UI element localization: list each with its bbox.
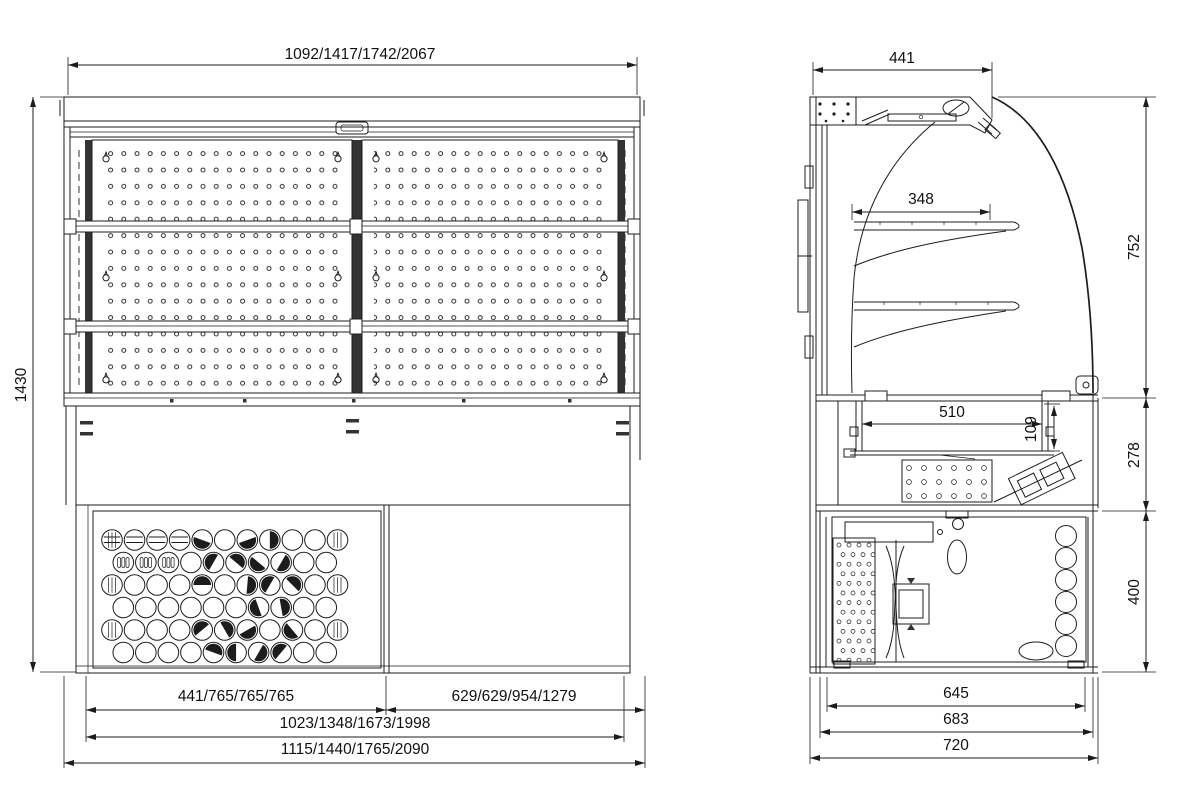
evaporator-plate-holes [907, 466, 987, 499]
ventilation-grille-holes [102, 530, 348, 665]
electrical-box [845, 522, 933, 542]
condenser-coil [833, 538, 875, 664]
dim-front-bottom-overall: 1115/1440/1765/2090 [280, 741, 430, 758]
condenser-fins [837, 543, 875, 662]
dim-side-bottom-overall: 720 [943, 737, 969, 754]
end-panel-profile [851, 122, 935, 393]
cable-hole [953, 519, 964, 530]
side-shelf-upper [854, 222, 1019, 266]
counter-fixing-marks [80, 419, 629, 436]
glass-end-cap [1076, 376, 1098, 394]
canopy-light-fixture [888, 114, 956, 121]
shelf-rail-upper [64, 219, 640, 234]
dim-front-top-width: 1092/1417/1742/2067 [284, 46, 436, 63]
dim-front-height: 1430 [13, 367, 30, 403]
well-fan-unit [994, 452, 1082, 504]
dim-side-well-width: 510 [939, 404, 965, 421]
side-canopy [810, 97, 1000, 139]
base-opening [1019, 642, 1053, 660]
side-view [798, 50, 1156, 764]
curved-front-glass [992, 97, 1093, 393]
dim-side-base-height: 400 [1126, 579, 1143, 605]
front-perforated-panel-left [92, 140, 352, 393]
condenser-fan [886, 540, 929, 662]
drain-opening [948, 540, 967, 574]
side-shelf-lower [854, 302, 1019, 347]
dim-front-bottom-right: 629/629/954/1279 [451, 688, 577, 705]
shelf-rail-lower [64, 319, 640, 334]
cable-gland-circles [1056, 526, 1077, 657]
dim-side-counter-height: 278 [1126, 442, 1143, 468]
front-roller-blind-bar [70, 122, 634, 137]
dim-side-canopy-depth: 441 [889, 50, 915, 67]
dim-side-upper-height: 752 [1126, 234, 1143, 260]
tray-slide-front [1042, 391, 1070, 401]
dim-front-bottom-left: 441/765/765/765 [177, 688, 295, 705]
front-view [13, 46, 645, 768]
evaporator-plate [902, 460, 992, 502]
side-counter-section [816, 376, 1098, 518]
front-base-strip [64, 393, 640, 406]
side-machine-compartment [810, 511, 1098, 673]
dim-front-bottom-inner-total: 1023/1348/1673/1998 [279, 715, 431, 732]
front-plinth [76, 505, 630, 673]
side-back-panel [798, 97, 827, 673]
tray-slide-rear [865, 391, 887, 401]
canopy-screw-plate [818, 102, 849, 122]
dim-side-shelf-depth: 348 [908, 191, 934, 208]
dim-side-bottom-mid: 683 [943, 711, 969, 728]
front-counter-body [66, 406, 640, 505]
dim-side-well-depth: 109 [1023, 416, 1040, 442]
dim-side-bottom-inner: 645 [943, 685, 969, 702]
front-perforated-panel-right [362, 140, 618, 393]
